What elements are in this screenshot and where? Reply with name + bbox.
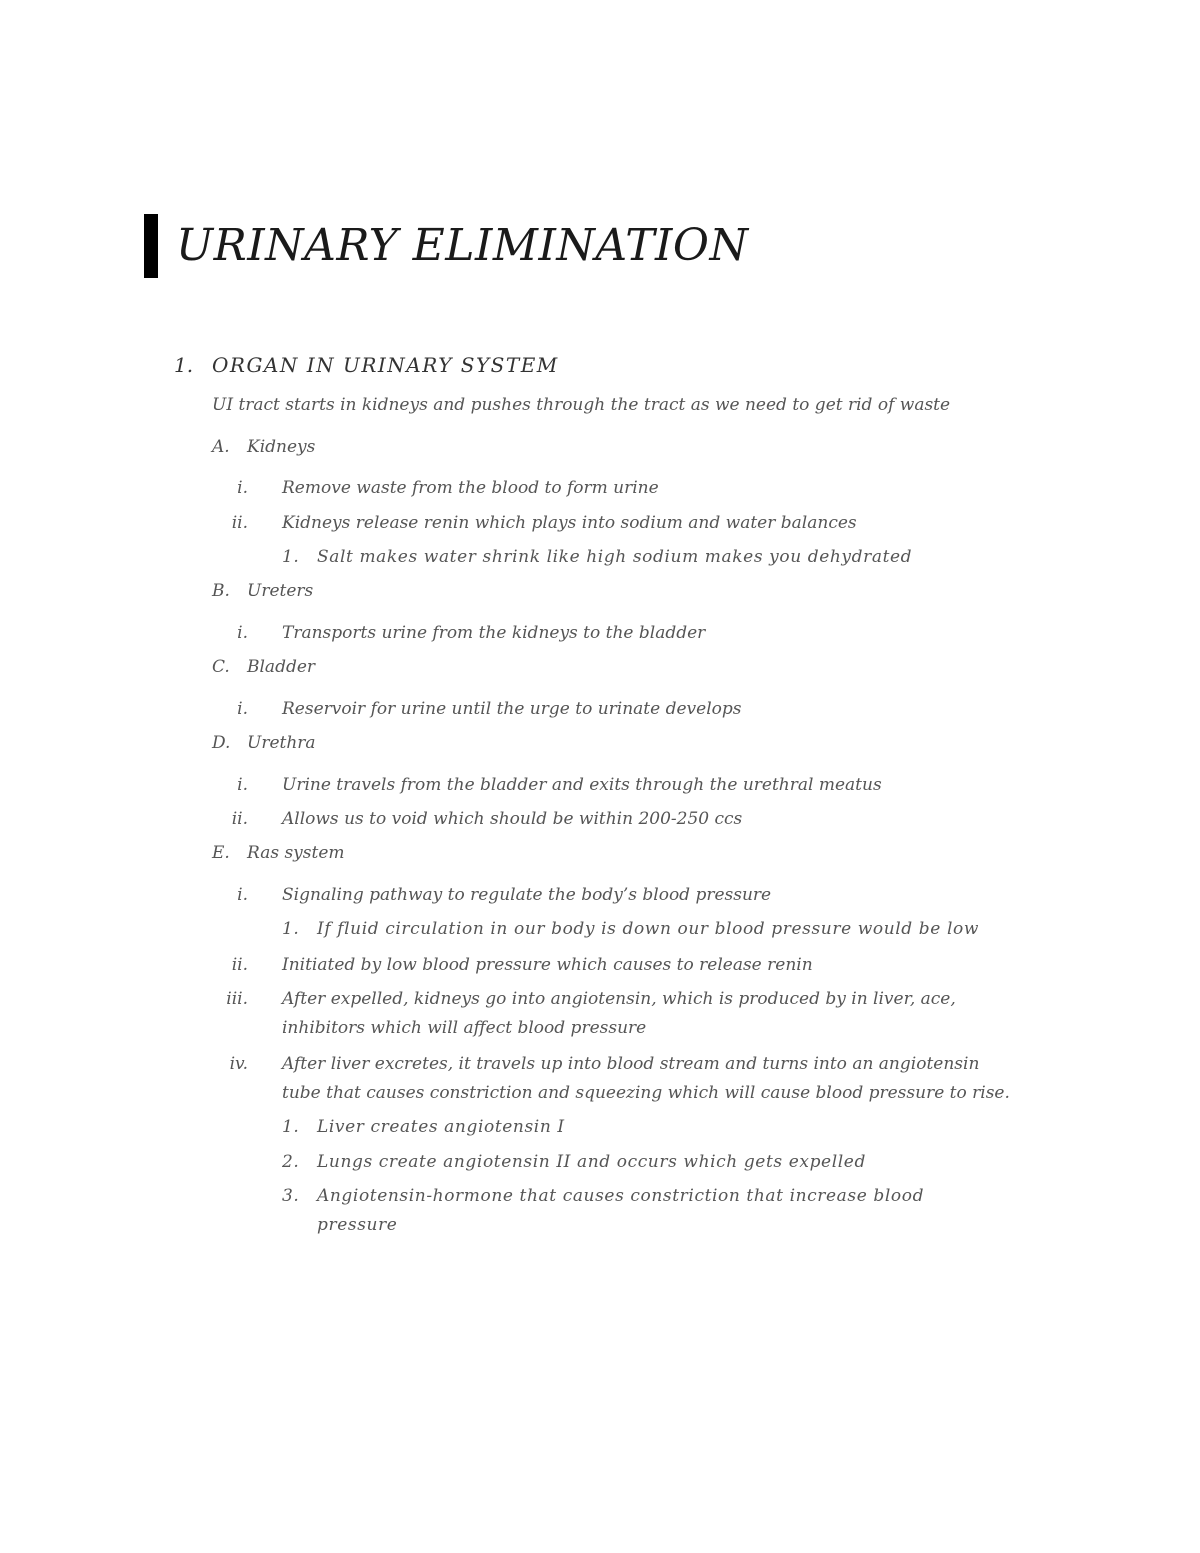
list-marker: 1.	[282, 919, 300, 939]
list-marker: i.	[237, 623, 248, 643]
list-item: Angiotensin-hormone that causes constriction that increase blood	[317, 1186, 925, 1206]
list-item-continuation: tube that causes constriction and squeezing which will cause blood pressure to rise.	[282, 1083, 1010, 1103]
list-item: Liver creates angiotensin I	[317, 1117, 565, 1137]
list-marker: i.	[237, 775, 248, 795]
list-item: After liver excretes, it travels up into blood stream and turns into an angiotensin	[282, 1054, 980, 1074]
section-number: 1.	[174, 353, 194, 377]
list-marker: i.	[237, 885, 248, 905]
list-item: After expelled, kidneys go into angiotensin, which is produced by in liver, ace,	[282, 989, 956, 1009]
list-item: Ureters	[247, 581, 314, 601]
page-title: URINARY ELIMINATION	[176, 220, 749, 271]
list-marker: 3.	[282, 1186, 300, 1206]
list-marker: ii.	[231, 513, 248, 533]
list-item: Lungs create angiotensin II and occurs which gets expelled	[317, 1152, 866, 1172]
section-intro: UI tract starts in kidneys and pushes through the tract as we need to get rid of waste	[212, 395, 951, 415]
list-item: Salt makes water shrink like high sodium makes you dehydrated	[317, 547, 913, 567]
list-item: Signaling pathway to regulate the body’s blood pressure	[282, 885, 772, 905]
list-marker: iv.	[229, 1054, 248, 1074]
list-marker: ii.	[231, 809, 248, 829]
list-item: Allows us to void which should be within 200-250 ccs	[282, 809, 743, 829]
list-marker: B.	[212, 581, 230, 601]
title-accent-bar	[144, 214, 158, 278]
list-marker: ii.	[231, 955, 248, 975]
section-title: ORGAN IN URINARY SYSTEM	[212, 353, 559, 377]
list-marker: i.	[237, 699, 248, 719]
list-item: Transports urine from the kidneys to the bladder	[282, 623, 706, 643]
list-marker: 1.	[282, 547, 300, 567]
list-item: Ras system	[247, 843, 345, 863]
list-marker: 1.	[282, 1117, 300, 1137]
list-marker: iii.	[226, 989, 248, 1009]
list-item: Kidneys	[247, 437, 316, 457]
list-item: Urine travels from the bladder and exits through the urethral meatus	[282, 775, 882, 795]
list-item-continuation: inhibitors which will affect blood pressure	[282, 1018, 647, 1038]
list-marker: i.	[237, 478, 248, 498]
list-item: If fluid circulation in our body is down our blood pressure would be low	[317, 919, 979, 939]
list-item: Bladder	[247, 657, 316, 677]
list-item: Kidneys release renin which plays into sodium and water balances	[282, 513, 857, 533]
list-marker: A.	[212, 437, 230, 457]
list-item: Reservoir for urine until the urge to urinate develops	[282, 699, 742, 719]
list-item: Initiated by low blood pressure which causes to release renin	[282, 955, 813, 975]
list-marker: C.	[212, 657, 230, 677]
list-item: Remove waste from the blood to form urine	[282, 478, 659, 498]
list-marker: E.	[212, 843, 230, 863]
list-item-continuation: pressure	[317, 1215, 398, 1235]
list-marker: 2.	[282, 1152, 300, 1172]
list-marker: D.	[212, 733, 231, 753]
list-item: Urethra	[247, 733, 316, 753]
